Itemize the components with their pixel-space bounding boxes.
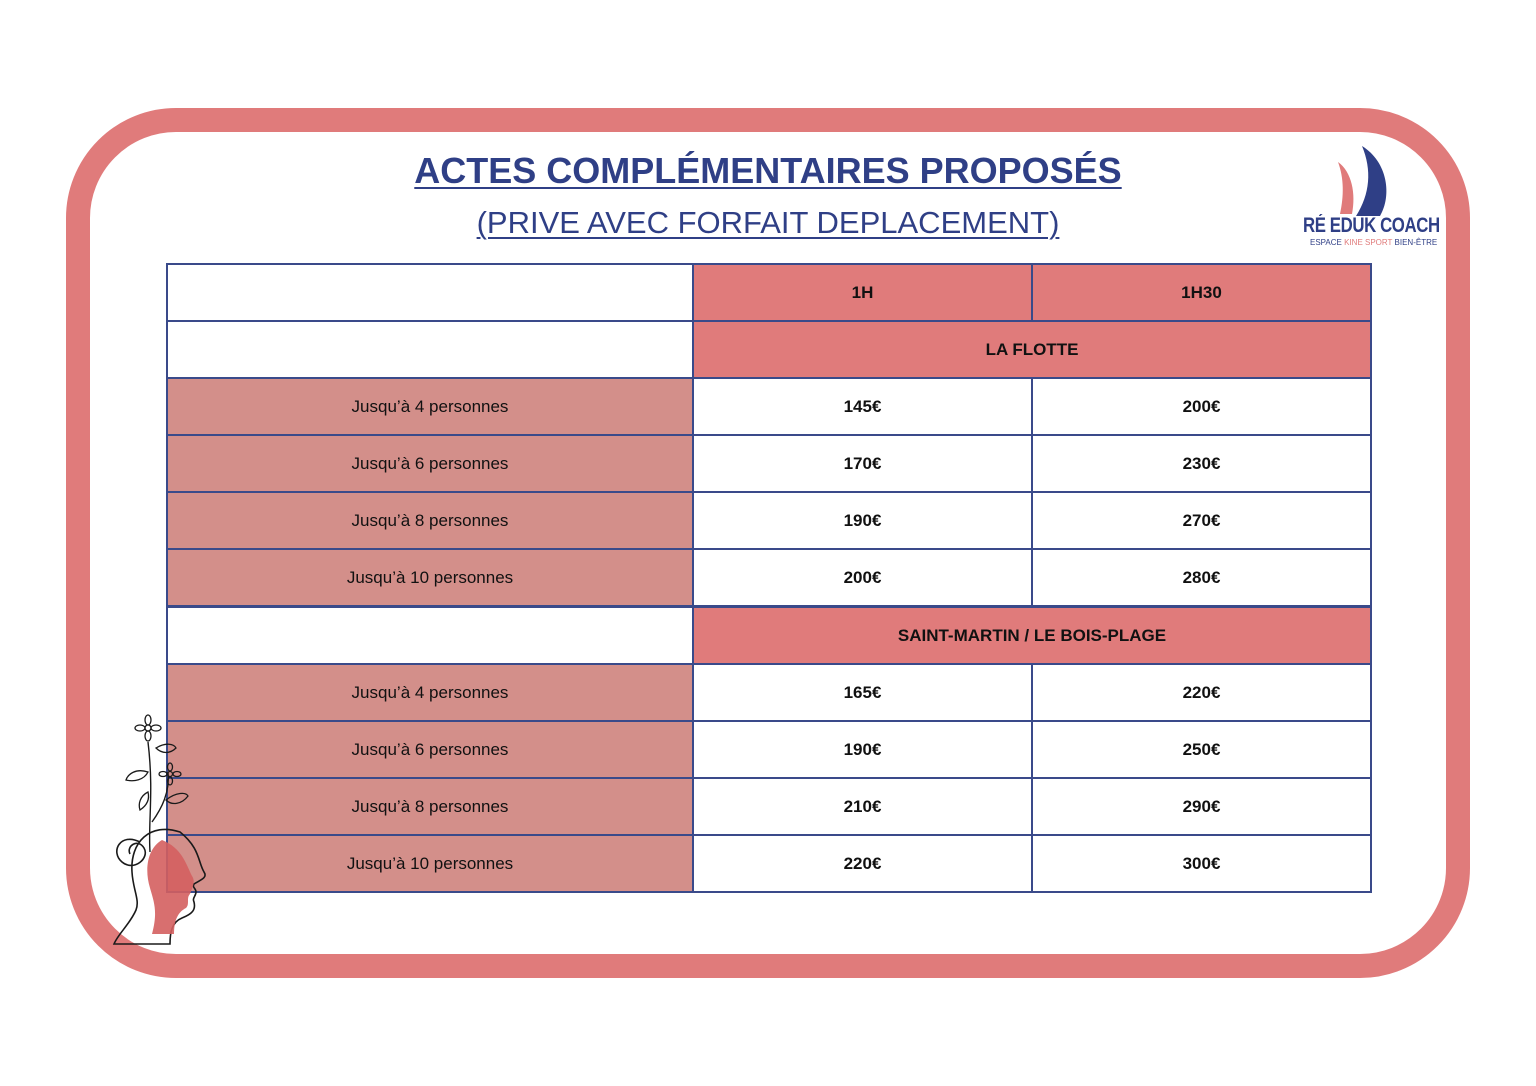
group-size-label: Jusqu’à 10 personnes: [167, 549, 693, 607]
price-1h: 200€: [693, 549, 1032, 607]
table-row: [167, 721, 1371, 778]
price-1h30: 250€: [1032, 721, 1371, 778]
section-blank-cell: [167, 321, 693, 378]
table-row: [167, 664, 1371, 721]
group-size-label: Jusqu’à 6 personnes: [167, 435, 693, 492]
logo-tagline: ESPACE KINE SPORT BIEN-ÊTRE: [1310, 238, 1438, 247]
table-row: [167, 492, 1371, 549]
section-row: [167, 607, 1371, 665]
page-subtitle: (PRIVE AVEC FORFAIT DEPLACEMENT): [476, 205, 1060, 240]
section-name: LA FLOTTE: [693, 321, 1371, 378]
table-row: [167, 435, 1371, 492]
price-table: [166, 263, 1372, 893]
section-blank-cell: [167, 607, 693, 665]
price-1h: 165€: [693, 664, 1032, 721]
page-title: ACTES COMPLÉMENTAIRES PROPOSÉS: [414, 150, 1122, 191]
price-1h30: 290€: [1032, 778, 1371, 835]
group-size-label: Jusqu’à 4 personnes: [167, 664, 693, 721]
group-size-label: Jusqu’à 8 personnes: [167, 492, 693, 549]
price-1h: 170€: [693, 435, 1032, 492]
table-header-row: [167, 264, 1371, 321]
column-header-1h: 1H: [693, 264, 1032, 321]
price-1h30: 220€: [1032, 664, 1371, 721]
group-size-label: Jusqu’à 6 personnes: [167, 721, 693, 778]
price-1h: 210€: [693, 778, 1032, 835]
price-1h30: 280€: [1032, 549, 1371, 607]
table-row: [167, 549, 1371, 607]
table-row: [167, 778, 1371, 835]
price-1h: 190€: [693, 492, 1032, 549]
group-size-label: Jusqu’à 10 personnes: [167, 835, 693, 892]
price-1h: 190€: [693, 721, 1032, 778]
price-1h: 145€: [693, 378, 1032, 435]
price-1h30: 230€: [1032, 435, 1371, 492]
price-1h30: 270€: [1032, 492, 1371, 549]
section-row: [167, 321, 1371, 378]
group-size-label: Jusqu’à 4 personnes: [167, 378, 693, 435]
head-with-flowers-icon: [100, 712, 220, 952]
price-1h30: 200€: [1032, 378, 1371, 435]
price-1h: 220€: [693, 835, 1032, 892]
column-header-1h30: 1H30: [1032, 264, 1371, 321]
table-row: [167, 835, 1371, 892]
group-size-label: Jusqu’à 8 personnes: [167, 778, 693, 835]
logo-name: RÉ EDUK COACH: [1303, 214, 1440, 237]
section-name: SAINT-MARTIN / LE BOIS-PLAGE: [693, 607, 1371, 665]
price-1h30: 300€: [1032, 835, 1371, 892]
table-row: [167, 378, 1371, 435]
header-blank-cell: [167, 264, 693, 321]
